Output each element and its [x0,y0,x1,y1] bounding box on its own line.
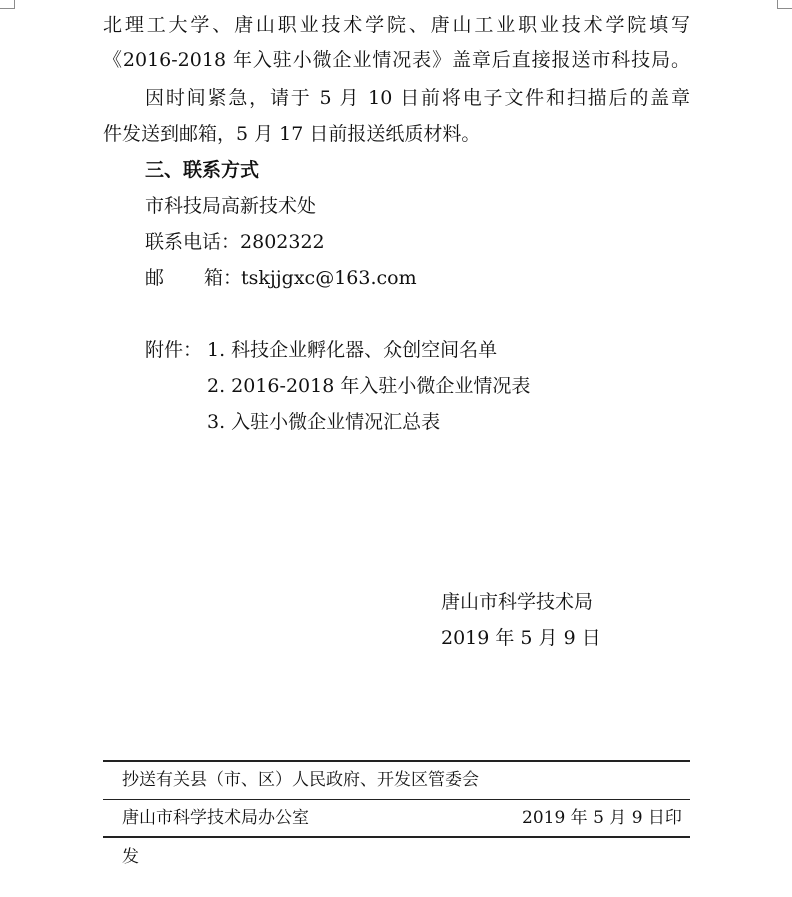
signature-organization: 唐山市科学技术局 [441,591,594,613]
footer-bottom-rule [103,836,690,838]
paragraph-1-line-2: 《2016-2018 年入驻小微企业情况表》盖章后直接报送市科技局。 [103,49,690,71]
attachments-label: 附件： [145,339,203,361]
page-corner-mark-right [777,0,792,9]
footer-issuer: 唐山市科学技术局办公室 [122,808,309,828]
footer-middle-rule [103,799,690,800]
footer-top-rule [103,760,690,762]
contact-phone-number: 2802322 [240,231,325,253]
paragraph-1-line-1: 北理工大学、唐山职业技术学院、唐山工业职业技术学院填写 [103,14,690,36]
contact-email-label-part-1: 邮 [145,267,165,289]
page-corner-mark-left [0,0,15,9]
attachment-item-2: 2. 2016-2018 年入驻小微企业情况表 [207,375,531,397]
paragraph-2-line-1: 因时间紧急，请于 5 月 10 日前将电子文件和扫描后的盖章 [145,87,690,109]
contact-phone-line [145,229,325,255]
contact-phone-label: 联系电话： [145,231,241,253]
attachment-item-3: 3. 入驻小微企业情况汇总表 [207,411,441,433]
footer-issue-date-wrap: 发 [122,847,139,867]
footer-issue-date: 2019 年 5 月 9 日印 [522,808,682,828]
attachment-item-1: 1. 科技企业孵化器、众创空间名单 [207,339,498,361]
footer-cc-line: 抄送有关县（市、区）人民政府、开发区管委会 [122,770,479,790]
paragraph-2-line-2: 件发送到邮箱，5 月 17 日前报送纸质材料。 [103,123,481,145]
contact-email-label-part-2: 箱： [204,267,243,289]
contact-email-line [145,265,417,291]
contact-department: 市科技局高新技术处 [145,195,317,217]
section-heading-contact: 三、联系方式 [145,159,260,181]
contact-email-address: tskjjgxc@163.com [241,267,417,289]
signature-date: 2019 年 5 月 9 日 [441,627,601,649]
contact-email-label [145,265,241,291]
